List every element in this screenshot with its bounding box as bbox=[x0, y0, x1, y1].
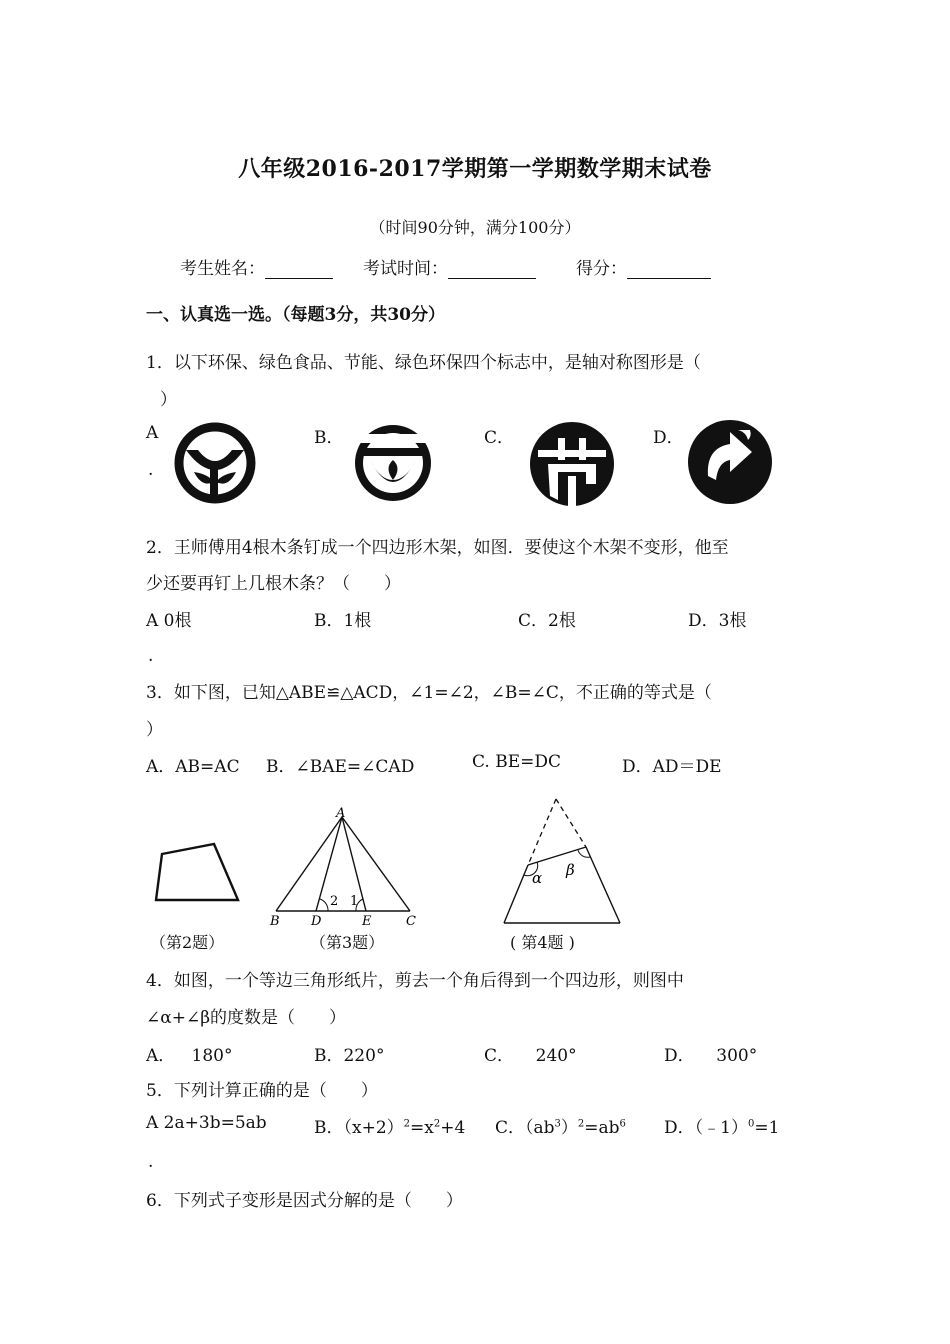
fig3-label-c: C bbox=[406, 914, 416, 929]
fig3-label-e: E bbox=[362, 914, 372, 929]
score-blank[interactable] bbox=[627, 260, 711, 279]
time-blank[interactable] bbox=[448, 260, 536, 279]
q5-c-mid: ） bbox=[560, 1118, 578, 1138]
q5-b-sup1: 2 bbox=[403, 1118, 411, 1130]
recycling-logo-icon bbox=[686, 418, 774, 506]
q4-option-a-label: A． bbox=[146, 1046, 176, 1066]
figure-3-triangle bbox=[270, 805, 430, 930]
question-4-stem: 4．如图，一个等边三角形纸片，剪去一个角后得到一个四边形，则图中 bbox=[146, 971, 684, 991]
q3-option-a: A．AB=AC bbox=[146, 757, 240, 777]
q4-option-a bbox=[146, 1041, 232, 1066]
q4-option-d-label: D． bbox=[664, 1046, 695, 1066]
q4-option-c bbox=[484, 1041, 577, 1066]
fig3-label-d: D bbox=[311, 914, 322, 929]
q1-option-a-label: A bbox=[146, 423, 159, 443]
q5-option-b bbox=[314, 1113, 465, 1138]
question-1-stem-end: ） bbox=[160, 390, 177, 410]
q5-c-sup1: 3 bbox=[554, 1118, 561, 1130]
name-label: 考生姓名： bbox=[180, 259, 265, 279]
q5-b-post: +4 bbox=[440, 1118, 466, 1138]
question-6-stem: 6．下列式子变形是因式分解的是（ ） bbox=[146, 1191, 463, 1211]
q5-option-c bbox=[495, 1113, 626, 1138]
question-2-stem: 2．王师傅用4根木条钉成一个四边形木架，如图．要使这个木架不变形，他至 bbox=[146, 538, 729, 558]
q4-option-c-value: 240° bbox=[535, 1046, 577, 1066]
q2-option-a-dot: . bbox=[148, 646, 154, 666]
q1-option-a-dot: . bbox=[148, 460, 154, 480]
q2-option-b: B．1根 bbox=[314, 611, 372, 631]
q3-option-d: D．AD＝DE bbox=[622, 757, 722, 777]
fig3-label-2: 2 bbox=[330, 894, 339, 909]
question-2-stem-line2: 少还要再钉上几根木条？（ ） bbox=[146, 574, 401, 594]
q4-option-b: B．220° bbox=[314, 1046, 385, 1066]
fig3-label-a: A bbox=[336, 806, 346, 821]
q5-d-pre: D．（﹣1） bbox=[664, 1118, 748, 1138]
exam-subtitle: （时间90分钟，满分100分） bbox=[369, 218, 581, 237]
question-1-stem: 1．以下环保、绿色食品、节能、绿色环保四个标志中，是轴对称图形是（ bbox=[146, 353, 701, 373]
figure-2-quadrilateral bbox=[150, 838, 250, 908]
q2-option-a: A 0根 bbox=[146, 611, 192, 631]
fig4-label-beta: β bbox=[566, 861, 575, 879]
q4-option-c-label: C． bbox=[484, 1046, 515, 1066]
time-field bbox=[363, 254, 536, 279]
q3-option-b: B．∠BAE=∠CAD bbox=[266, 757, 415, 777]
q2-option-d: D．3根 bbox=[688, 611, 747, 631]
q1-option-b-label: B． bbox=[314, 428, 344, 448]
q5-b-mid: =x bbox=[410, 1118, 434, 1138]
q3-option-c: C. BE=DC bbox=[472, 752, 561, 772]
section-heading: 一、认真选一选。（每题3分，共30分） bbox=[146, 305, 445, 325]
energy-saving-logo-icon bbox=[528, 420, 616, 508]
question-4-stem-line2: ∠α+∠β的度数是（ ） bbox=[146, 1008, 347, 1028]
q4-option-a-value: 180° bbox=[191, 1046, 233, 1066]
question-3-stem-end: ） bbox=[146, 720, 163, 740]
q5-c-sup3: 6 bbox=[619, 1118, 626, 1130]
figure-2-caption: （第2题） bbox=[150, 933, 225, 952]
q1-option-c-label: C． bbox=[484, 428, 515, 448]
q5-c-sup2: 2 bbox=[577, 1118, 585, 1130]
q4-option-d-value: 300° bbox=[716, 1046, 758, 1066]
q5-option-a-dot: . bbox=[148, 1152, 154, 1172]
question-3-stem: 3．如下图，已知△ABE≌△ACD，∠1=∠2，∠B=∠C，不正确的等式是（ bbox=[146, 683, 712, 703]
q4-option-d bbox=[664, 1041, 757, 1066]
q5-d-sup: 0 bbox=[747, 1118, 755, 1130]
q5-c-mid2: =ab bbox=[584, 1118, 620, 1138]
time-label: 考试时间： bbox=[363, 259, 448, 279]
q5-b-sup2: 2 bbox=[433, 1118, 441, 1130]
environmental-protection-logo-icon bbox=[172, 420, 258, 506]
q5-option-d bbox=[664, 1113, 779, 1138]
question-5-stem: 5．下列计算正确的是（ ） bbox=[146, 1081, 378, 1101]
q1-option-d-label: D． bbox=[653, 428, 684, 448]
score-label: 得分： bbox=[576, 259, 627, 279]
name-field bbox=[180, 254, 333, 279]
q5-b-pre: B．（x+2） bbox=[314, 1118, 404, 1138]
figure-4-cut-triangle bbox=[500, 795, 626, 927]
fig4-label-alpha: α bbox=[532, 869, 543, 887]
q5-option-a: A 2a+3b=5ab bbox=[146, 1113, 267, 1133]
fig3-label-1: 1 bbox=[350, 894, 359, 909]
figure-3-caption: （第3题） bbox=[310, 933, 385, 952]
green-food-logo-icon bbox=[350, 420, 436, 506]
page-title: 八年级2016-2017学期第一学期数学期末试卷 bbox=[238, 156, 712, 182]
name-blank[interactable] bbox=[265, 260, 333, 279]
q2-option-c: C．2根 bbox=[518, 611, 576, 631]
figure-4-caption: ( 第4题 ) bbox=[510, 933, 575, 952]
fig3-label-b: B bbox=[270, 914, 280, 929]
q5-d-post: =1 bbox=[754, 1118, 780, 1138]
q5-c-pre: C．（ab bbox=[495, 1118, 555, 1138]
score-field bbox=[576, 254, 711, 279]
